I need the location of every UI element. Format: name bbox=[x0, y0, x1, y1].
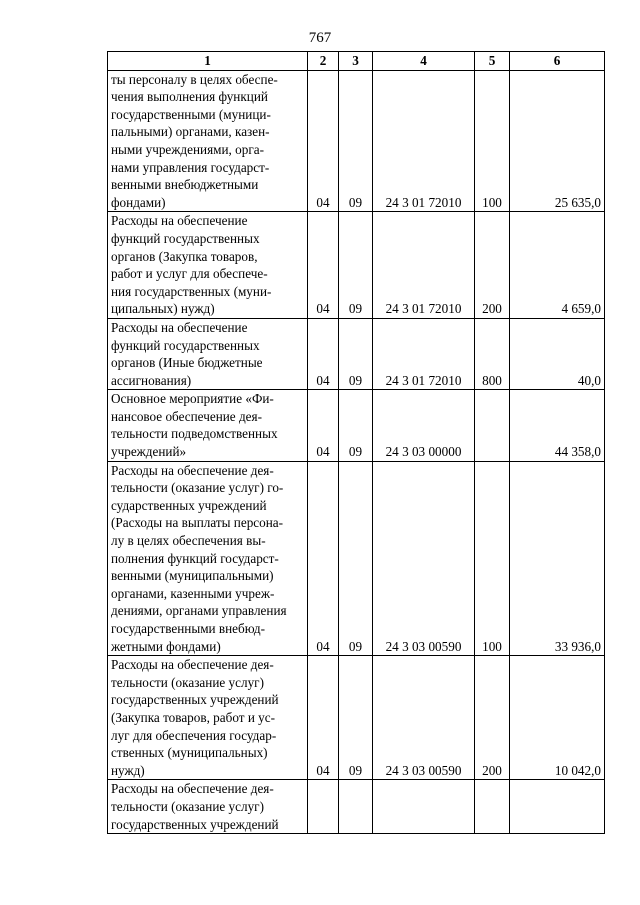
target-article-cell: 24 3 01 72010 bbox=[373, 318, 475, 389]
expense-name-line: луг для обеспечения государ- bbox=[111, 727, 277, 743]
expense-type-cell: 200 bbox=[475, 656, 510, 780]
expense-name-line: дениями, органами управления bbox=[111, 603, 287, 619]
header-col-6: 6 bbox=[510, 52, 605, 71]
expense-name-line: Основное мероприятие «Фи- bbox=[111, 391, 274, 407]
expense-name-line: ными учреждениями, орга- bbox=[111, 141, 264, 157]
expense-name-line: ты персоналу в целях обеспе- bbox=[111, 71, 278, 87]
expense-name-line: Расходы на обеспечение дея- bbox=[111, 462, 274, 478]
table-header-row bbox=[108, 52, 605, 71]
expense-name-cell bbox=[108, 461, 308, 656]
target-article-cell: 24 3 01 72010 bbox=[373, 70, 475, 212]
expense-name-line: лу в целях обеспечения вы- bbox=[111, 533, 266, 549]
expense-name-line: сударственных учреждений bbox=[111, 497, 267, 513]
expense-name-line: Расходы на обеспечение дея- bbox=[111, 781, 274, 797]
target-article-cell: 24 3 03 00000 bbox=[373, 390, 475, 461]
expense-name-line: тельности подведомственных bbox=[111, 426, 278, 442]
header-col-2: 2 bbox=[308, 52, 339, 71]
header-col-3: 3 bbox=[339, 52, 373, 71]
expense-name-cell bbox=[108, 318, 308, 389]
expense-name-cell bbox=[108, 780, 308, 834]
amount-cell bbox=[510, 780, 605, 834]
table-row bbox=[108, 212, 605, 319]
target-article-cell: 24 3 01 72010 bbox=[373, 212, 475, 319]
expense-name-line: ственных (муниципальных) bbox=[111, 745, 268, 761]
subsection-code-cell: 09 bbox=[339, 318, 373, 389]
amount-cell: 10 042,0 bbox=[510, 656, 605, 780]
section-code-cell: 04 bbox=[308, 318, 339, 389]
section-code-cell bbox=[308, 780, 339, 834]
header-col-1: 1 bbox=[108, 52, 308, 71]
expense-name-line: нужд) bbox=[111, 762, 145, 778]
amount-cell: 33 936,0 bbox=[510, 461, 605, 656]
expense-type-cell: 100 bbox=[475, 461, 510, 656]
expense-name-line: государственных учреждений bbox=[111, 692, 279, 708]
expense-name-cell bbox=[108, 212, 308, 319]
section-code-cell: 04 bbox=[308, 461, 339, 656]
table-row bbox=[108, 318, 605, 389]
expense-type-cell: 100 bbox=[475, 70, 510, 212]
expense-name-line: органов (Закупка товаров, bbox=[111, 248, 258, 264]
page-number: 767 bbox=[308, 30, 332, 46]
expense-name-line: государственными (муници- bbox=[111, 106, 271, 122]
section-code-cell: 04 bbox=[308, 212, 339, 319]
expense-name-line: (Закупка товаров, работ и ус- bbox=[111, 709, 276, 725]
amount-cell: 44 358,0 bbox=[510, 390, 605, 461]
subsection-code-cell bbox=[339, 780, 373, 834]
expense-name-line: нансовое обеспечение дея- bbox=[111, 408, 262, 424]
header-col-4: 4 bbox=[373, 52, 475, 71]
table-row bbox=[108, 390, 605, 461]
expense-name-line: государственными внебюд- bbox=[111, 621, 266, 636]
subsection-code-cell: 09 bbox=[339, 656, 373, 780]
expense-name-line: органов (Иные бюджетные bbox=[111, 355, 263, 371]
section-code-cell: 04 bbox=[308, 656, 339, 780]
expense-name-line: жетными фондами) bbox=[111, 638, 221, 654]
expense-name-line: фондами) bbox=[111, 194, 166, 210]
expense-name-line: чения выполнения функций bbox=[111, 89, 268, 105]
amount-cell: 4 659,0 bbox=[510, 212, 605, 319]
expense-name-line: функций государственных bbox=[111, 337, 260, 353]
expense-name-line: венными (муниципальными) bbox=[111, 568, 274, 584]
expense-name-line: функций государственных bbox=[111, 230, 260, 246]
target-article-cell: 24 3 03 00590 bbox=[373, 656, 475, 780]
header-col-5: 5 bbox=[475, 52, 510, 71]
expense-name-line: работ и услуг для обеспече- bbox=[111, 266, 268, 282]
expense-name-cell bbox=[108, 70, 308, 212]
expense-name-line: Расходы на обеспечение bbox=[111, 319, 248, 335]
expense-name-line: органами, казенными учреж- bbox=[111, 585, 275, 601]
table-row bbox=[108, 70, 605, 212]
table-row bbox=[108, 780, 605, 834]
subsection-code-cell: 09 bbox=[339, 461, 373, 656]
table-row bbox=[108, 656, 605, 780]
expense-name-line: учреждений» bbox=[111, 444, 187, 460]
expense-name-line: тельности (оказание услуг) bbox=[111, 674, 264, 690]
expense-name-line: Расходы на обеспечение дея- bbox=[111, 657, 274, 673]
expense-name-line: ассигнования) bbox=[111, 372, 192, 388]
expense-type-cell: 200 bbox=[475, 212, 510, 319]
expense-name-cell bbox=[108, 656, 308, 780]
expense-name-line: полнения функций государст- bbox=[111, 550, 279, 566]
target-article-cell bbox=[373, 780, 475, 834]
expense-type-cell: 800 bbox=[475, 318, 510, 389]
expense-name-line: государственных учреждений bbox=[111, 816, 279, 832]
expense-name-cell bbox=[108, 390, 308, 461]
subsection-code-cell: 09 bbox=[339, 70, 373, 212]
expense-name-line: венными внебюджетными bbox=[111, 177, 259, 193]
target-article-cell: 24 3 03 00590 bbox=[373, 461, 475, 656]
table-body bbox=[108, 70, 605, 834]
subsection-code-cell: 09 bbox=[339, 212, 373, 319]
section-code-cell: 04 bbox=[308, 70, 339, 212]
amount-cell: 25 635,0 bbox=[510, 70, 605, 212]
section-code-cell: 04 bbox=[308, 390, 339, 461]
amount-cell: 40,0 bbox=[510, 318, 605, 389]
expense-name-line: тельности (оказание услуг) bbox=[111, 798, 264, 814]
expense-name-line: Расходы на обеспечение bbox=[111, 213, 248, 229]
expense-type-cell bbox=[475, 390, 510, 461]
table-row bbox=[108, 461, 605, 656]
expense-name-line: пальными) органами, казен- bbox=[111, 124, 270, 140]
expense-name-line: нами управления государст- bbox=[111, 159, 270, 175]
budget-table bbox=[107, 51, 605, 834]
expense-type-cell bbox=[475, 780, 510, 834]
expense-name-line: ципальных) нужд) bbox=[111, 301, 215, 317]
subsection-code-cell: 09 bbox=[339, 390, 373, 461]
expense-name-line: ния государственных (муни- bbox=[111, 283, 272, 299]
expense-name-line: тельности (оказание услуг) го- bbox=[111, 480, 284, 496]
expense-name-line: (Расходы на выплаты персона- bbox=[111, 515, 284, 531]
